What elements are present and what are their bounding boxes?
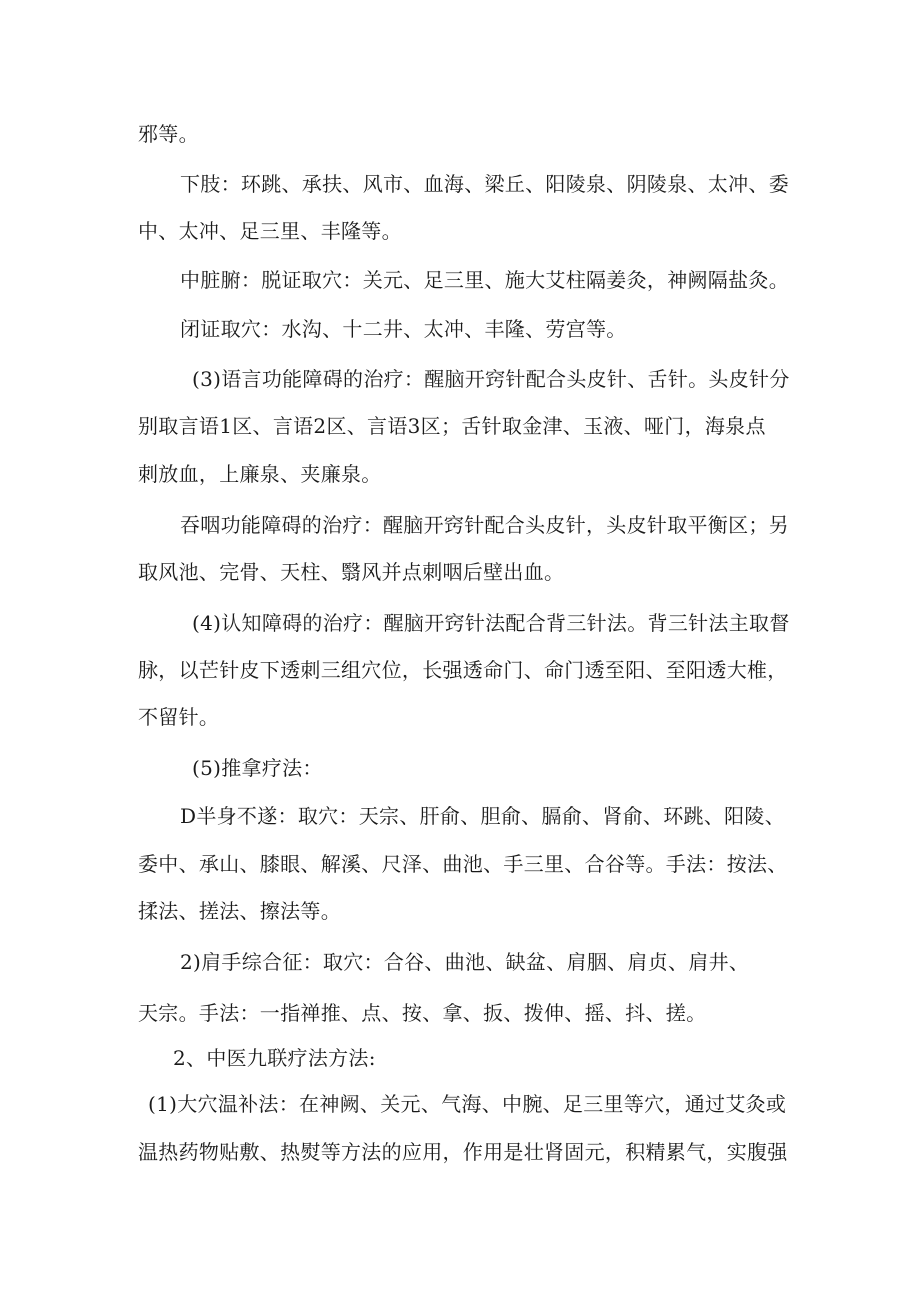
text-line: 中脏腑：脱证取穴：关元、足三里、施大艾柱隔姜灸，神阙隔盐灸。 xyxy=(180,268,789,292)
text-line: 下肢：环跳、承扶、风市、血海、梁丘、阳陵泉、阴陵泉、太冲、委 xyxy=(180,172,789,196)
text-line: 揉法、搓法、擦法等。 xyxy=(138,899,341,923)
text-line: 吞咽功能障碍的治疗：醒脑开窍针配合头皮针，头皮针取平衡区；另 xyxy=(180,513,789,537)
text-line: 取风池、完骨、天柱、翳风并点刺咽后壁出血。 xyxy=(138,560,565,584)
text-line: (4)认知障碍的治疗：醒脑开窍针法配合背三针法。背三针法主取督 xyxy=(192,611,790,635)
text-line: (1)大穴温补法：在神阙、关元、气海、中腕、足三里等穴，通过艾灸或 xyxy=(148,1092,787,1116)
text-line: (5)推拿疗法： xyxy=(192,756,323,780)
text-line: 2)肩手综合征：取穴：合谷、曲池、缺盆、肩胭、肩贞、肩井、 xyxy=(180,950,750,974)
text-line: 脉，以芒针皮下透刺三组穴位，长强透命门、命门透至阳、至阳透大椎， xyxy=(138,658,788,682)
text-line: 别取言语1区、言语2区、言语3区；舌针取金津、玉液、哑门，海泉点 xyxy=(138,414,766,438)
text-line: (3)语言功能障碍的治疗：醒脑开窍针配合头皮针、舌针。头皮针分 xyxy=(192,367,790,391)
text-line: 中、太冲、足三里、丰隆等。 xyxy=(138,219,402,243)
text-line: D半身不遂：取穴：天宗、肝俞、胆俞、膈俞、肾俞、环跳、阳陵、 xyxy=(180,804,786,828)
text-line: 温热药物贴敷、热熨等方法的应用，作用是壮肾固元，积精累气，实腹强 xyxy=(138,1140,788,1164)
text-line: 2、中医九联疗法方法: xyxy=(173,1046,376,1070)
text-line: 邪等。 xyxy=(138,122,199,146)
text-line: 刺放血，上廉泉、夹廉泉。 xyxy=(138,462,382,486)
text-line: 委中、承山、膝眼、解溪、尺泽、曲池、手三里、合谷等。手法：按法、 xyxy=(138,852,788,876)
text-line: 天宗。手法：一指禅推、点、按、拿、扳、拨伸、摇、抖、搓。 xyxy=(138,1001,707,1025)
text-line: 闭证取穴：水沟、十二井、太冲、丰隆、劳宫等。 xyxy=(180,317,627,341)
text-line: 不留针。 xyxy=(138,705,220,729)
